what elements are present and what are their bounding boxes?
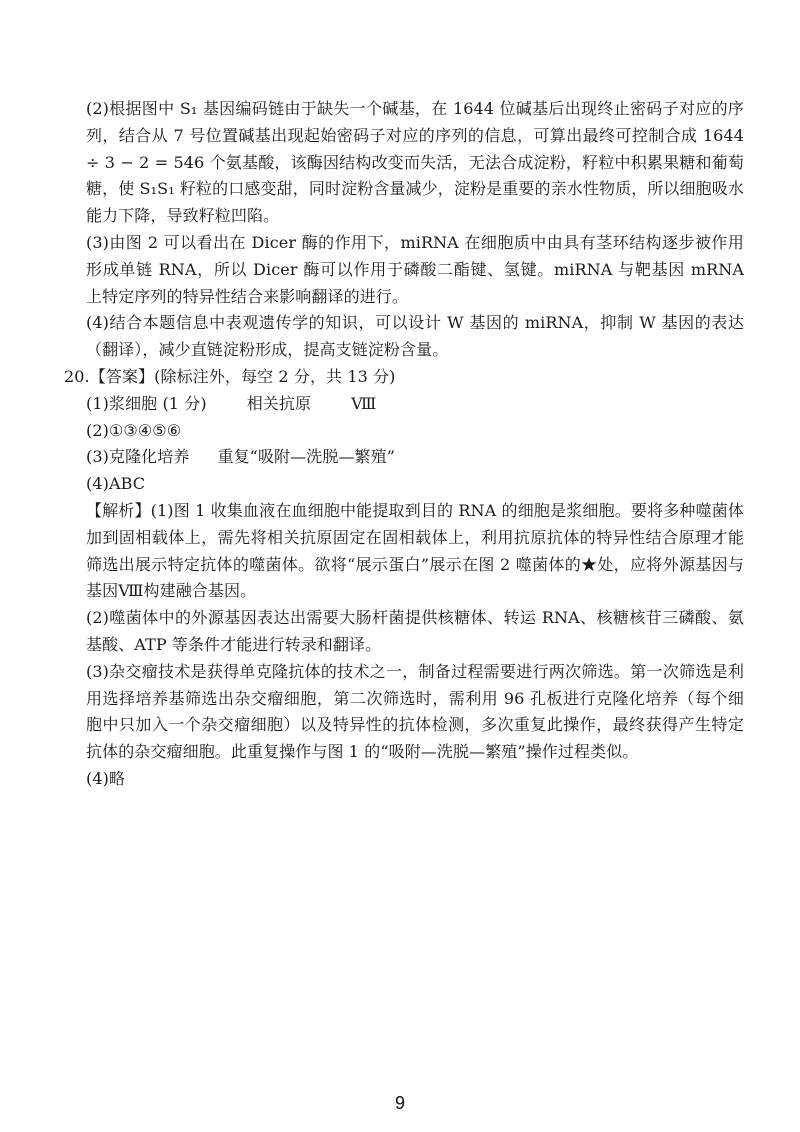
q20-answer-1 xyxy=(64,391,744,418)
q20-answer-1-blank-2: 相关抗原 xyxy=(246,393,312,413)
q20-answer-1-blank-3: Ⅷ xyxy=(351,393,377,413)
page-number: 9 xyxy=(394,1093,405,1113)
answer-content xyxy=(64,96,744,793)
q20-answer-2: (2)①③④⑤⑥ xyxy=(86,420,182,440)
q20-answer-3-blank-2: 重复“吸附—洗脱—繁殖” xyxy=(217,447,396,467)
q20-answer-1-blank-1: (1)浆细胞 (1 分) xyxy=(86,393,207,413)
q19-answer-part-3: (3)由图 2 可以看出在 Dicer 酶的作用下，miRNA 在细胞质中由具有茎环结构逐步被作用形成单链 RNA，所以 Dicer 酶可以作用于磷酸二酯键、氢键。miRNA 与靶基因 mRNA 上特定序列的特异性结合来影响翻译的进行。 xyxy=(86,232,744,306)
q19-answer-part-4: (4)结合本题信息中表观遗传学的知识，可以设计 W 基因的 miRNA，抑制 W 基因的表达（翻译），减少直链淀粉形成，提高支链淀粉含量。 xyxy=(86,313,744,360)
q20-analysis-2: (2)噬菌体中的外源基因表达出需要大肠杆菌提供核糖体、转运 RNA、核糖核苷三磷酸、氨基酸、ATP 等条件才能进行转录和翻译。 xyxy=(86,608,744,654)
q20-analysis-4: (4)略 xyxy=(86,768,126,788)
q20-header: 20.【答案】(除标注外，每空 2 分，共 13 分) xyxy=(64,366,396,386)
q20-answer-3-blank-1: (3)克隆化培养 xyxy=(86,447,190,467)
q20-answer-4: (4)ABC xyxy=(86,474,146,494)
q20-analysis-1: 【解析】(1)图 1 收集血液在血细胞中能提取到目的 RNA 的细胞是浆细胞。要将多种噬菌体加到固相载体上，需先将相关抗原固定在固相载体上，利用抗原抗体的特异性结合原理才能筛选出展示特定抗体的噬菌体。欲将“展示蛋白”展示在图 2 噬菌体的★处，应将外源基因与基因Ⅷ构建融合基因。 xyxy=(86,500,744,601)
q19-answer-part-2: (2)根据图中 S₁ 基因编码链由于缺失一个碱基，在 1644 位碱基后出现终止密码子对应的序列，结合从 7 号位置碱基出现起始密码子对应的序列的信息，可算出最终可控制合成 1644 ÷ 3 − 2 = 546 个氨基酸，该酶因结构改变而失活，无法合成淀粉，籽粒中积累果糖和葡萄糖，使 S₁S₁ 籽粒的口感变甜，同时淀粉含量减少，淀粉是重要的亲水性物质，所以细胞吸水能力下降，导致籽粒凹陷。 xyxy=(86,99,744,226)
q20-analysis-3: (3)杂交瘤技术是获得单克隆抗体的技术之一，制备过程需要进行两次筛选。第一次筛选是利用选择培养基筛选出杂交瘤细胞，第二次筛选时，需利用 96 孔板进行克隆化培养（每个细胞中只加入一个杂交瘤细胞）以及特异性的抗体检测，多次重复此操作，最终获得产生特定抗体的杂交瘤细胞。此重复操作与图 1 的“吸附—洗脱—繁殖”操作过程类似。 xyxy=(86,661,744,762)
q20-answer-3 xyxy=(64,444,744,471)
